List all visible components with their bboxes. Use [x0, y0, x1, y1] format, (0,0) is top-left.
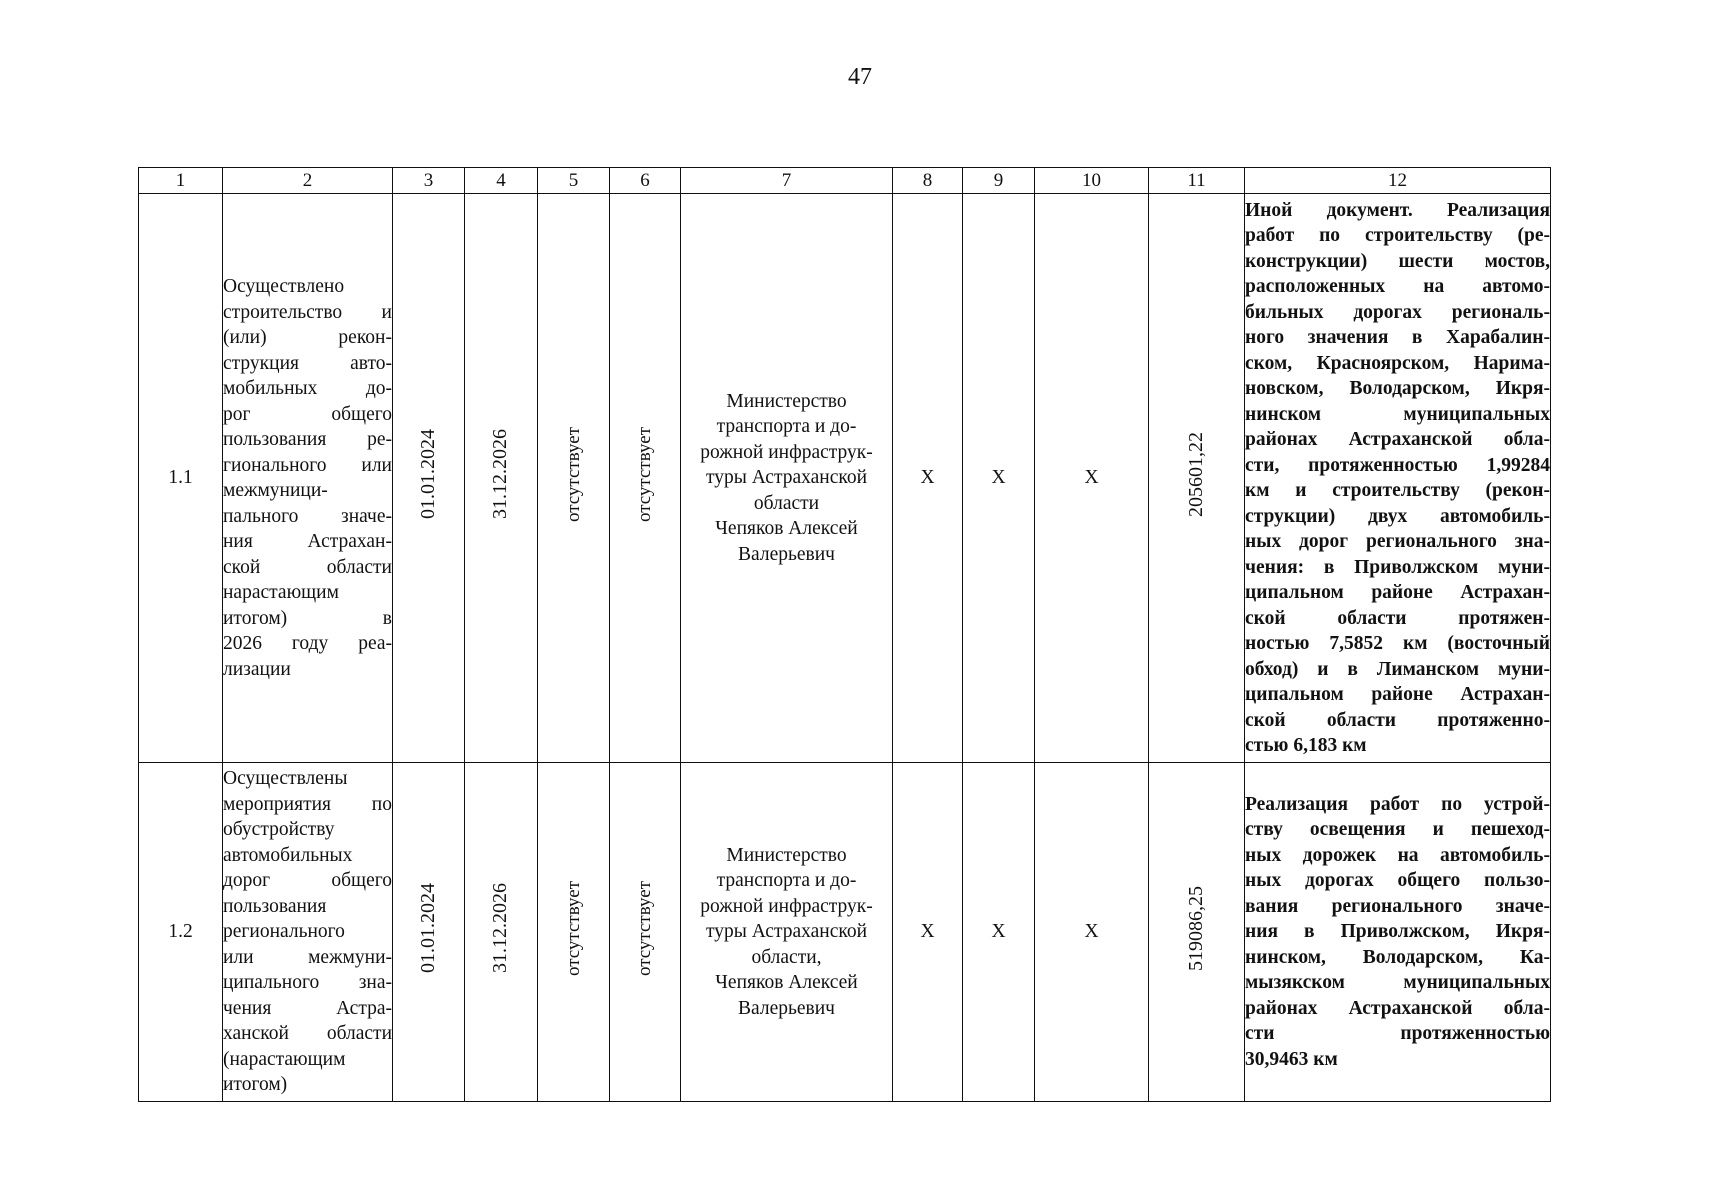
text-line: мызякском муниципальных	[1245, 972, 1550, 994]
start-date: 01.01.2024	[416, 429, 439, 520]
text-line: районах Астраханской обла-	[1245, 997, 1550, 1019]
col5-cell	[538, 763, 610, 1102]
text-line: Осуществлено	[223, 276, 345, 297]
text-line: (нарастающим	[223, 1048, 346, 1070]
text-line: ханской области	[223, 1023, 392, 1045]
document-table	[138, 167, 1551, 1102]
text-line: лизации	[223, 658, 291, 680]
text-line: расположенных на автомо-	[1245, 276, 1550, 297]
text-line: сти, протяженностью 1,99284	[1245, 454, 1550, 476]
text-line: Чепяков Алексей	[715, 518, 858, 540]
result-text	[223, 274, 392, 682]
text-line: ской области протяжен-	[1245, 607, 1550, 629]
text-line: вания регионального значе-	[1245, 895, 1550, 917]
start-date-cell	[393, 194, 465, 763]
result-cell	[223, 763, 393, 1102]
text-line: конструкции) шести мостов,	[1245, 250, 1550, 272]
end-date: 31.12.2026	[489, 429, 512, 520]
text-line: Валерьевич	[738, 997, 835, 1019]
text-line: ципальном районе Астрахан-	[1245, 582, 1550, 603]
column-number: 5	[538, 168, 610, 194]
column-number-row	[139, 168, 1551, 194]
text-line: туры Астраханской	[705, 921, 868, 943]
text-line: новском, Володарском, Икря-	[1245, 378, 1550, 399]
column-number: 1	[139, 168, 223, 194]
col6-cell	[610, 763, 681, 1102]
text-line: Осуществлены	[223, 768, 348, 790]
amount: 205601,22	[1184, 431, 1207, 517]
text-line: рожной инфраструк-	[700, 441, 873, 463]
amount: 519086,25	[1184, 885, 1207, 971]
col8-cell: Х	[893, 763, 963, 1102]
text-line: обустройству	[223, 819, 335, 841]
text-line: сти протяженностью	[1245, 1023, 1550, 1045]
text-line: рог общего	[223, 403, 392, 425]
responsible-cell	[681, 194, 893, 763]
text-line: (или) рекон-	[223, 327, 392, 348]
text-line: ния Астрахан-	[223, 531, 392, 552]
column-number: 3	[393, 168, 465, 194]
text-line: чения: в Приволжском муни-	[1245, 556, 1550, 578]
text-line: стью 6,183 км	[1245, 735, 1367, 756]
text-line: транспорта и до-	[716, 416, 857, 438]
text-line: обход) и в Лиманском муни-	[1245, 658, 1550, 680]
text-line: ству освещения и пешеход-	[1245, 819, 1550, 841]
amount-cell	[1149, 763, 1245, 1102]
text-line: области,	[751, 946, 822, 968]
table-row	[139, 194, 1551, 763]
text-line: Реализация работ по устрой-	[1245, 793, 1550, 815]
text-line: нинском, Володарском, Ка-	[1245, 946, 1550, 968]
col6-value: отсутствует	[634, 880, 656, 976]
col6-value: отсутствует	[634, 426, 656, 522]
text-line: или межмуни-	[223, 946, 392, 968]
text-line: 2026 году реа-	[223, 633, 392, 654]
text-line: регионального	[223, 921, 345, 943]
text-line: межмуници-	[223, 480, 328, 501]
text-line: 30,9463 км	[1245, 1048, 1338, 1070]
end-date-cell	[465, 194, 538, 763]
responsible-text	[681, 843, 892, 1022]
col8-cell: Х	[893, 194, 963, 763]
text-line: нарастающим	[223, 582, 339, 603]
col5-cell	[538, 194, 610, 763]
description-text	[1245, 792, 1550, 1073]
text-line: области	[753, 492, 820, 514]
text-line: мероприятия по	[223, 793, 392, 815]
text-line: пользования ре-	[223, 429, 392, 450]
text-line: Иной документ. Реализация	[1245, 199, 1550, 221]
text-line: км и строительству (рекон-	[1245, 480, 1550, 501]
text-line: ных дорог регионального зна-	[1245, 531, 1550, 552]
responsible-text	[681, 389, 892, 568]
col5-value: отсутствует	[562, 880, 584, 976]
result-text	[223, 766, 392, 1098]
description-text	[1245, 198, 1550, 759]
column-number: 11	[1149, 168, 1245, 194]
text-line: пользования	[223, 895, 327, 917]
text-line: ципального зна-	[223, 972, 392, 994]
text-line: бильных дорогах региональ-	[1245, 301, 1550, 323]
text-line: Валерьевич	[738, 543, 835, 565]
text-line: ской области протяженно-	[1245, 709, 1550, 731]
column-number: 10	[1035, 168, 1149, 194]
text-line: дорог общего	[223, 870, 392, 892]
text-line: Министерство	[726, 844, 847, 866]
text-line: чения Астра-	[223, 997, 392, 1019]
column-number: 7	[681, 168, 893, 194]
text-line: Чепяков Алексей	[715, 972, 858, 994]
amount-cell	[1149, 194, 1245, 763]
col9-cell: Х	[963, 194, 1035, 763]
text-line: ском, Красноярском, Нарима-	[1245, 352, 1550, 374]
text-line: Министерство	[726, 390, 847, 412]
col10-cell: Х	[1035, 194, 1149, 763]
column-number: 2	[223, 168, 393, 194]
column-number: 6	[610, 168, 681, 194]
text-line: ного значения в Харабалин-	[1245, 327, 1550, 348]
text-line: рожной инфраструк-	[700, 895, 873, 917]
text-line: ской области	[223, 556, 392, 578]
row-number: 1.2	[139, 763, 223, 1102]
column-number: 8	[893, 168, 963, 194]
text-line: итогом) в	[223, 607, 392, 629]
column-number: 9	[963, 168, 1035, 194]
text-line: итогом)	[223, 1074, 288, 1096]
result-cell	[223, 194, 393, 763]
text-line: ципальном районе Астрахан-	[1245, 684, 1550, 705]
text-line: струкции) двух автомобиль-	[1245, 505, 1550, 527]
text-line: районах Астраханской обла-	[1245, 429, 1550, 450]
text-line: струкция авто-	[223, 352, 392, 374]
row-number: 1.1	[139, 194, 223, 763]
text-line: ностью 7,5852 км (восточный	[1245, 633, 1550, 654]
page-number: 47	[848, 64, 872, 90]
col9-cell: Х	[963, 763, 1035, 1102]
text-line: нинском муниципальных	[1245, 403, 1550, 425]
col5-value: отсутствует	[562, 426, 584, 522]
table-row	[139, 763, 1551, 1102]
text-line: автомобильных	[223, 844, 353, 866]
text-line: ния в Приволжском, Икря-	[1245, 921, 1550, 943]
responsible-cell	[681, 763, 893, 1102]
col10-cell: Х	[1035, 763, 1149, 1102]
text-line: туры Астраханской	[705, 467, 868, 489]
description-cell	[1245, 194, 1551, 763]
text-line: мобильных до-	[223, 378, 392, 399]
col6-cell	[610, 194, 681, 763]
column-number: 4	[465, 168, 538, 194]
start-date-cell	[393, 763, 465, 1102]
text-line: гионального или	[223, 454, 392, 476]
text-line: пального значе-	[223, 505, 392, 527]
start-date: 01.01.2024	[416, 883, 439, 974]
text-line: ных дорожек на автомобиль-	[1245, 844, 1550, 866]
end-date: 31.12.2026	[489, 883, 512, 974]
text-line: транспорта и до-	[716, 870, 857, 892]
column-number: 12	[1245, 168, 1551, 194]
description-cell	[1245, 763, 1551, 1102]
text-line: работ по строительству (ре-	[1245, 225, 1550, 246]
text-line: строительство и	[223, 301, 392, 323]
text-line: ных дорогах общего пользо-	[1245, 870, 1550, 892]
end-date-cell	[465, 763, 538, 1102]
